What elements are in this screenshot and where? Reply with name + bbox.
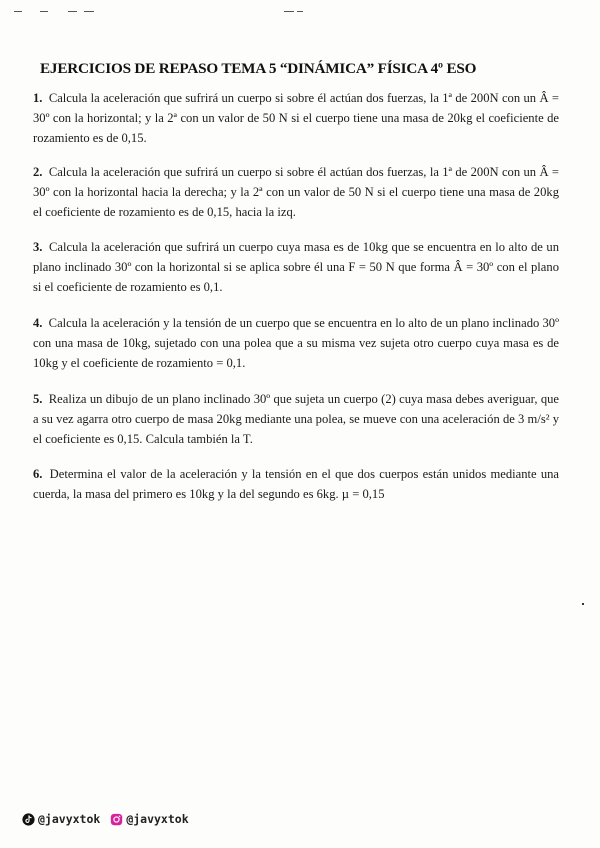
exercise-text: Calcula la aceleración que sufrirá un cuerpo si sobre él actúan dos fuerzas, la 1ª de 200N con un Â = 30º con la horizontal hacia la derecha; y la 2ª con un valor de 50 N si el cuerpo tiene una masa de 20kg el coeficiente de rozamiento es de 0,15, hacia la izq. <box>33 165 559 219</box>
exercise-item <box>33 464 559 504</box>
footer-social <box>22 812 195 826</box>
exercise-text: Calcula la aceleración y la tensión de un cuerpo que se encuentra en lo alto de un plano inclinado 30º con una masa de 10kg, sujetado con una polea que a su misma vez sujeta otro cuerpo cuya masa es de 10kg y el coeficiente de rozamiento = 0,1. <box>33 316 559 370</box>
exercise-number: 5. <box>33 392 43 406</box>
instagram-handle: @javyxtok <box>126 812 189 826</box>
exercise-text: Determina el valor de la aceleración y la tensión en el que dos cuerpos están unidos mediante una cuerda, la masa del primero es 10kg y la del segundo es 6kg. µ = 0,15 <box>33 467 559 501</box>
exercise-list <box>33 88 559 520</box>
exercise-number: 6. <box>33 467 43 481</box>
exercise-text: Calcula la aceleración que sufrirá un cuerpo si sobre él actúan dos fuerzas, la 1ª de 200N con un Â = 30º con la horizontal; y la 2ª con un valor de 50 N si el cuerpo tiene una masa de 20kg el coeficiente de rozamiento es de 0,15. <box>33 91 559 145</box>
exercise-number: 2. <box>33 165 43 179</box>
exercise-item <box>33 162 559 222</box>
exercise-text: Realiza un dibujo de un plano inclinado 30º que sujeta un cuerpo (2) cuya masa debes averiguar, que a su vez agarra otro cuerpo de masa 20kg mediante una polea, se mueve con una aceleración de 3 m/s² y el coeficiente es 0,15. Calcula también la T. <box>33 392 559 446</box>
tiktok-handle: @javyxtok <box>38 812 101 826</box>
instagram-icon <box>110 813 123 826</box>
scan-artifact-marks <box>14 8 314 14</box>
exercise-number: 1. <box>33 91 43 105</box>
tiktok-icon <box>22 813 35 826</box>
exercise-item <box>33 237 559 297</box>
exercise-number: 4. <box>33 316 43 330</box>
tiktok-link[interactable] <box>22 812 100 826</box>
scan-speck <box>582 603 584 605</box>
exercise-item <box>33 313 559 373</box>
exercise-text: Calcula la aceleración que sufrirá un cuerpo cuya masa es de 10kg que se encuentra en lo alto de un plano inclinado 30º con la horizontal si se aplica sobre él una F = 50 N que forma Â = 30º con el plano si el coeficiente de rozamiento es 0,1. <box>33 240 559 294</box>
exercise-item <box>33 88 559 148</box>
exercise-item <box>33 389 559 449</box>
instagram-link[interactable] <box>110 812 188 826</box>
document-title: EJERCICIOS DE REPASO TEMA 5 “DINÁMICA” FÍSICA 4º ESO <box>40 60 477 77</box>
exercise-number: 3. <box>33 240 43 254</box>
